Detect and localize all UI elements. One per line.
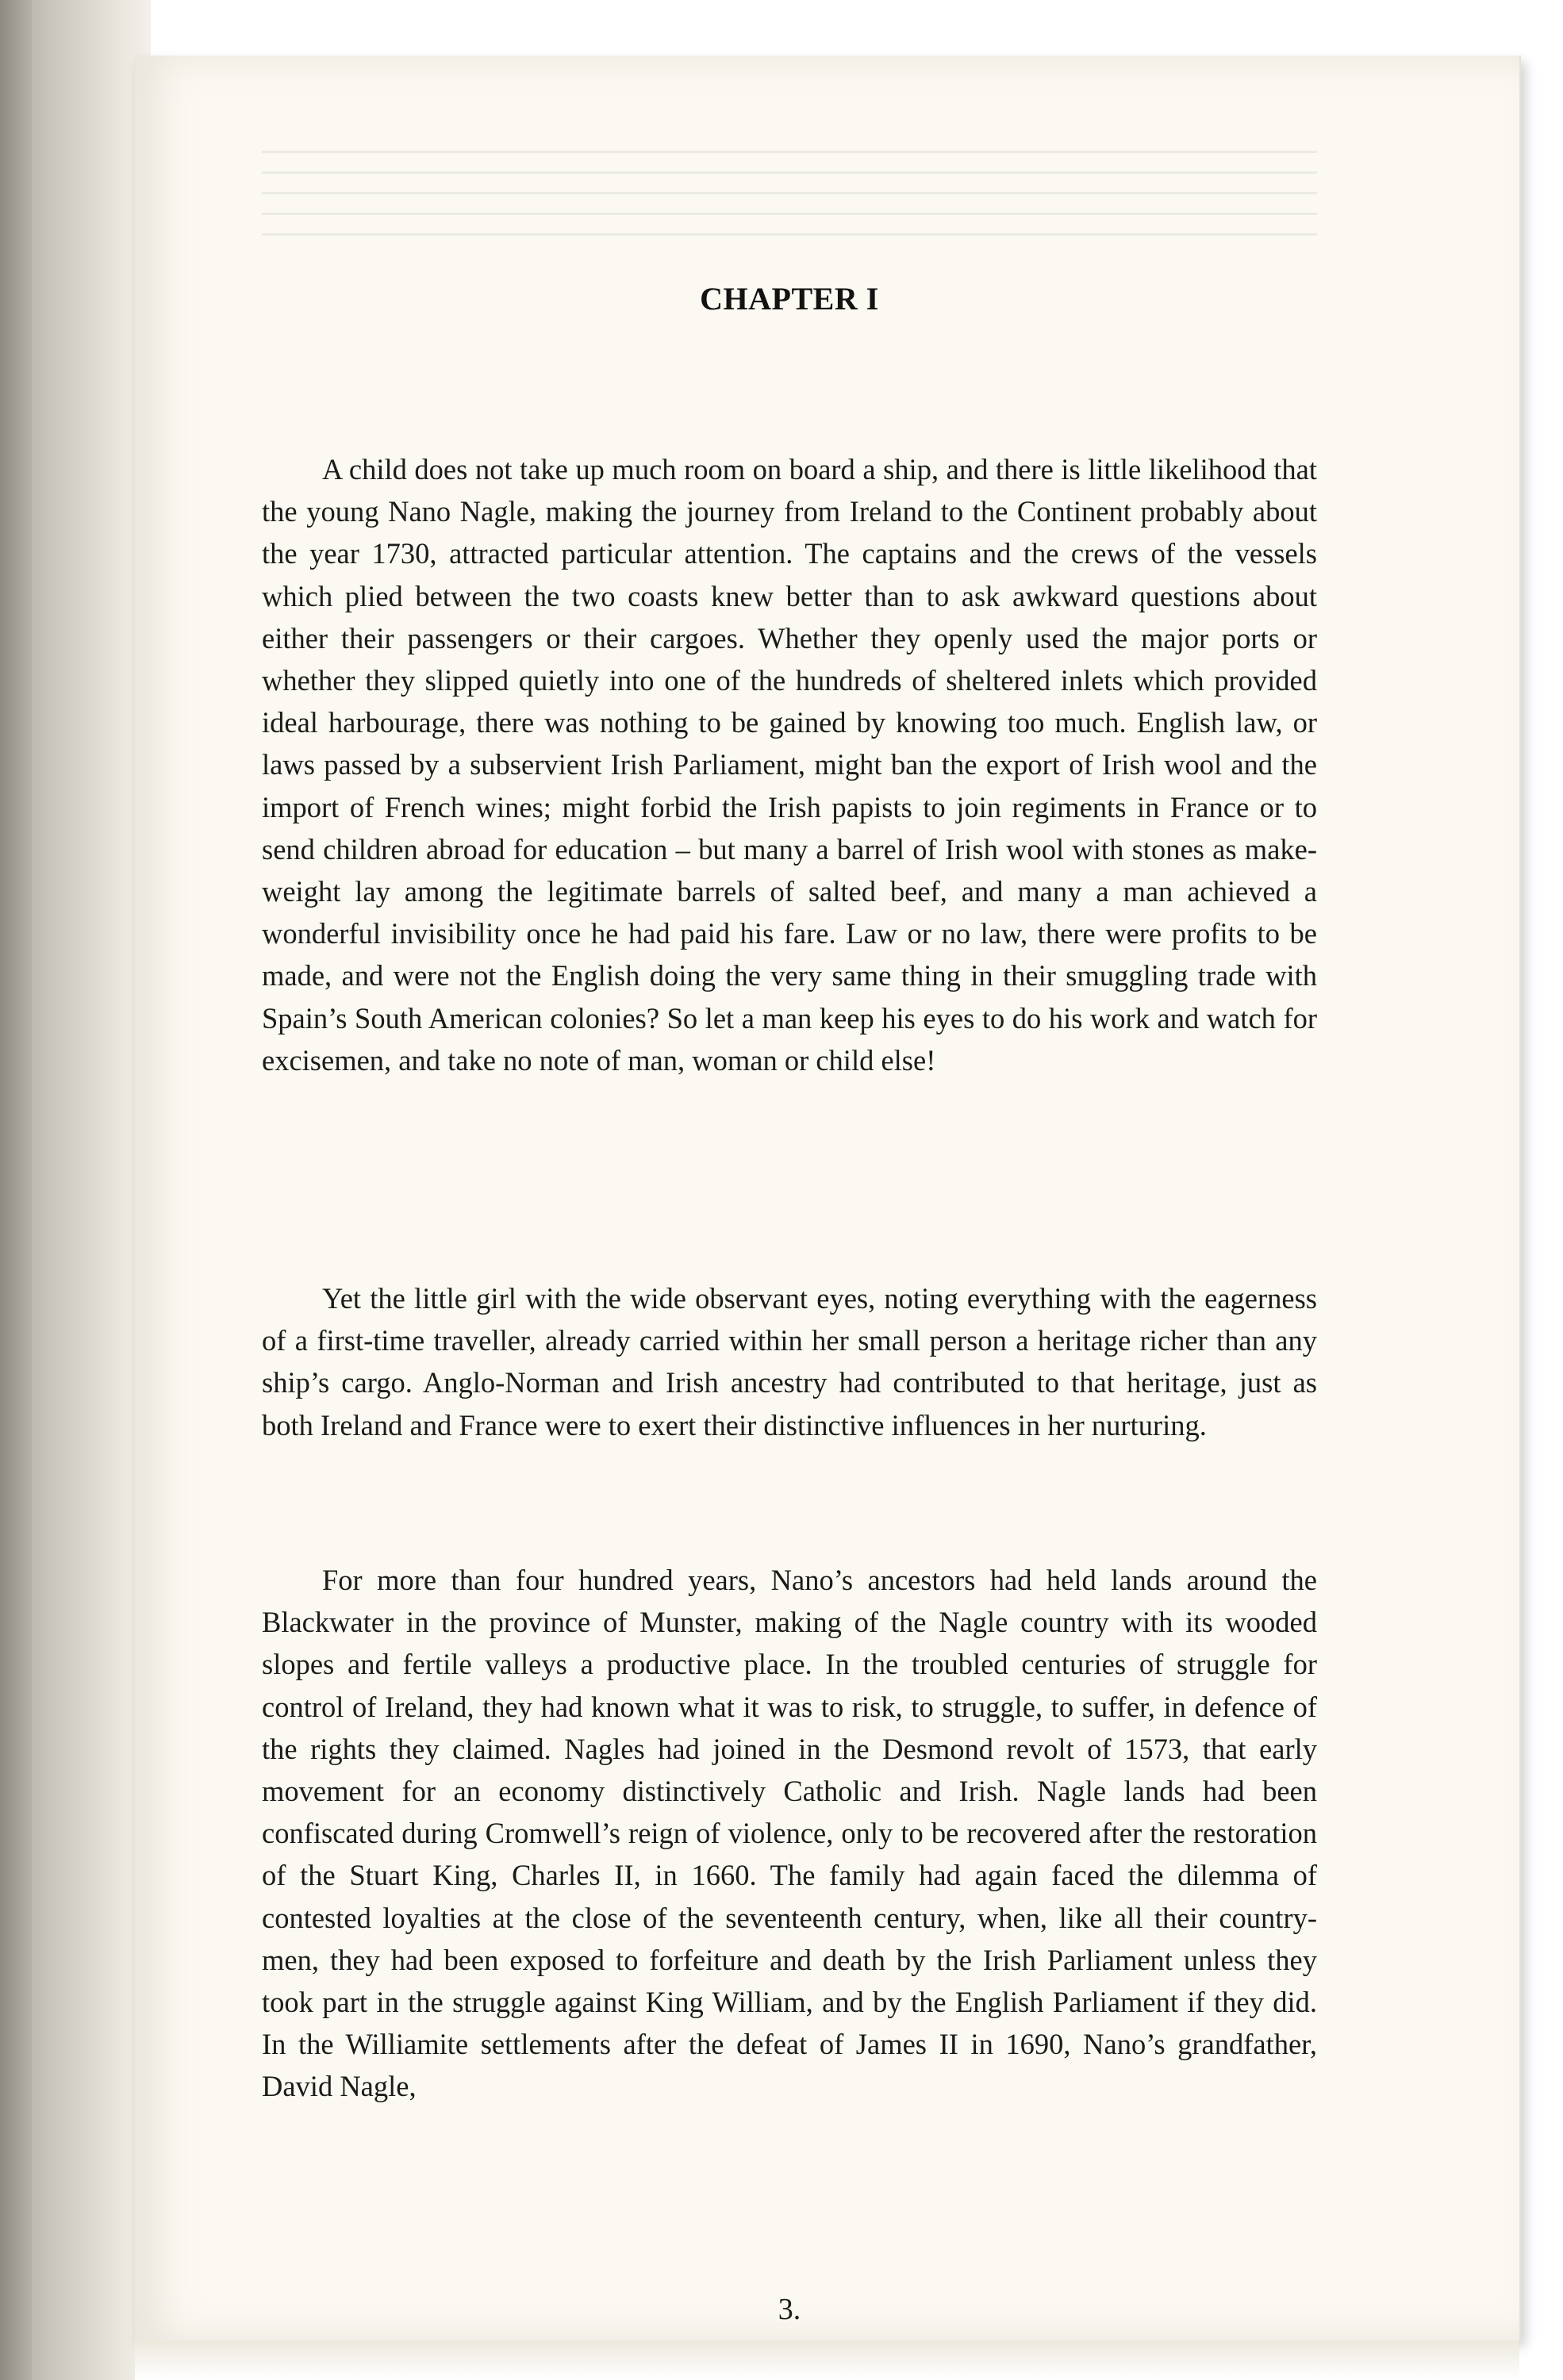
page-number: 3. bbox=[778, 2293, 801, 2326]
book-page bbox=[135, 56, 1521, 2340]
paragraph-1: A child does not take up much room on board a ship, and there is little likelihood that the young Nano Nagle, making the journey from Ireland to the Continent probably about the year 1730, attracted particular attention. The captains and the crews of the vessels which plied between the two coasts knew better than to ask awkward questions about either their passengers or their cargoes. Whether they openly used the major ports or whether they slipped quietly into one of the hundreds of sheltered inlets which provided ideal harbourage, there was nothing to be gained by knowing too much. English law, or laws passed by a subservient Irish Parliament, might ban the export of Irish wool and the import of French wines; might forbid the Irish papists to join regiments in France or to send children abroad for education – but many a barrel of Irish wool with stones as make-weight lay among the legitimate barrels of salted beef, and many a man achieved a wonderful invisibility once he had paid his fare. Law or no law, there were profits to be made, and were not the English doing the very same thing in their smuggling trade with Spain’s South American colonies? So let a man keep his eyes to do his work and watch for excisemen, and take no note of man, woman or child else! bbox=[262, 453, 1317, 1077]
facing-page-edge bbox=[0, 0, 32, 2380]
bleed-through-text bbox=[262, 151, 1317, 254]
chapter-title: CHAPTER I bbox=[700, 281, 879, 317]
paragraph-3: For more than four hundred years, Nano’s ancestors had held lands around the Blackwater in the province of Munster, making of the Nagle country with its wooded slopes and fertile valleys a productive place. In the troubled centuries of struggle for control of Ireland, they had known what it was to risk, to struggle, to suffer, in defence of the rights they claimed. Nagles had joined in the Desmond revolt of 1573, that early movement for an economy distinctively Catholic and Irish. Nagle lands had been confiscated during Cromwell’s reign of violence, only to be recovered after the restoration of the Stuart King, Charles II, in 1660. The family had again faced the dilemma of contested loyalties at the close of the seventeenth century, when, like all their country-men, they had been exposed to forfeiture and death by the Irish Parliament unless they took part in the struggle against King William, and by the English Parliament if they did. In the Williamite settlements after the defeat of James II in 1690, Nano’s grandfather, David Nagle, bbox=[262, 1564, 1317, 2103]
paragraph-2: Yet the little girl with the wide observant eyes, noting everything with the eagerness of a first-time traveller, already carried within her small person a heritage richer than any ship’s cargo. Anglo-Norman and Irish ancestry had contributed to that heritage, just as both Ireland and France were to exert their distinctive influences in her nurturing. bbox=[262, 1282, 1317, 1441]
page-bottom-edge bbox=[135, 2340, 1519, 2380]
